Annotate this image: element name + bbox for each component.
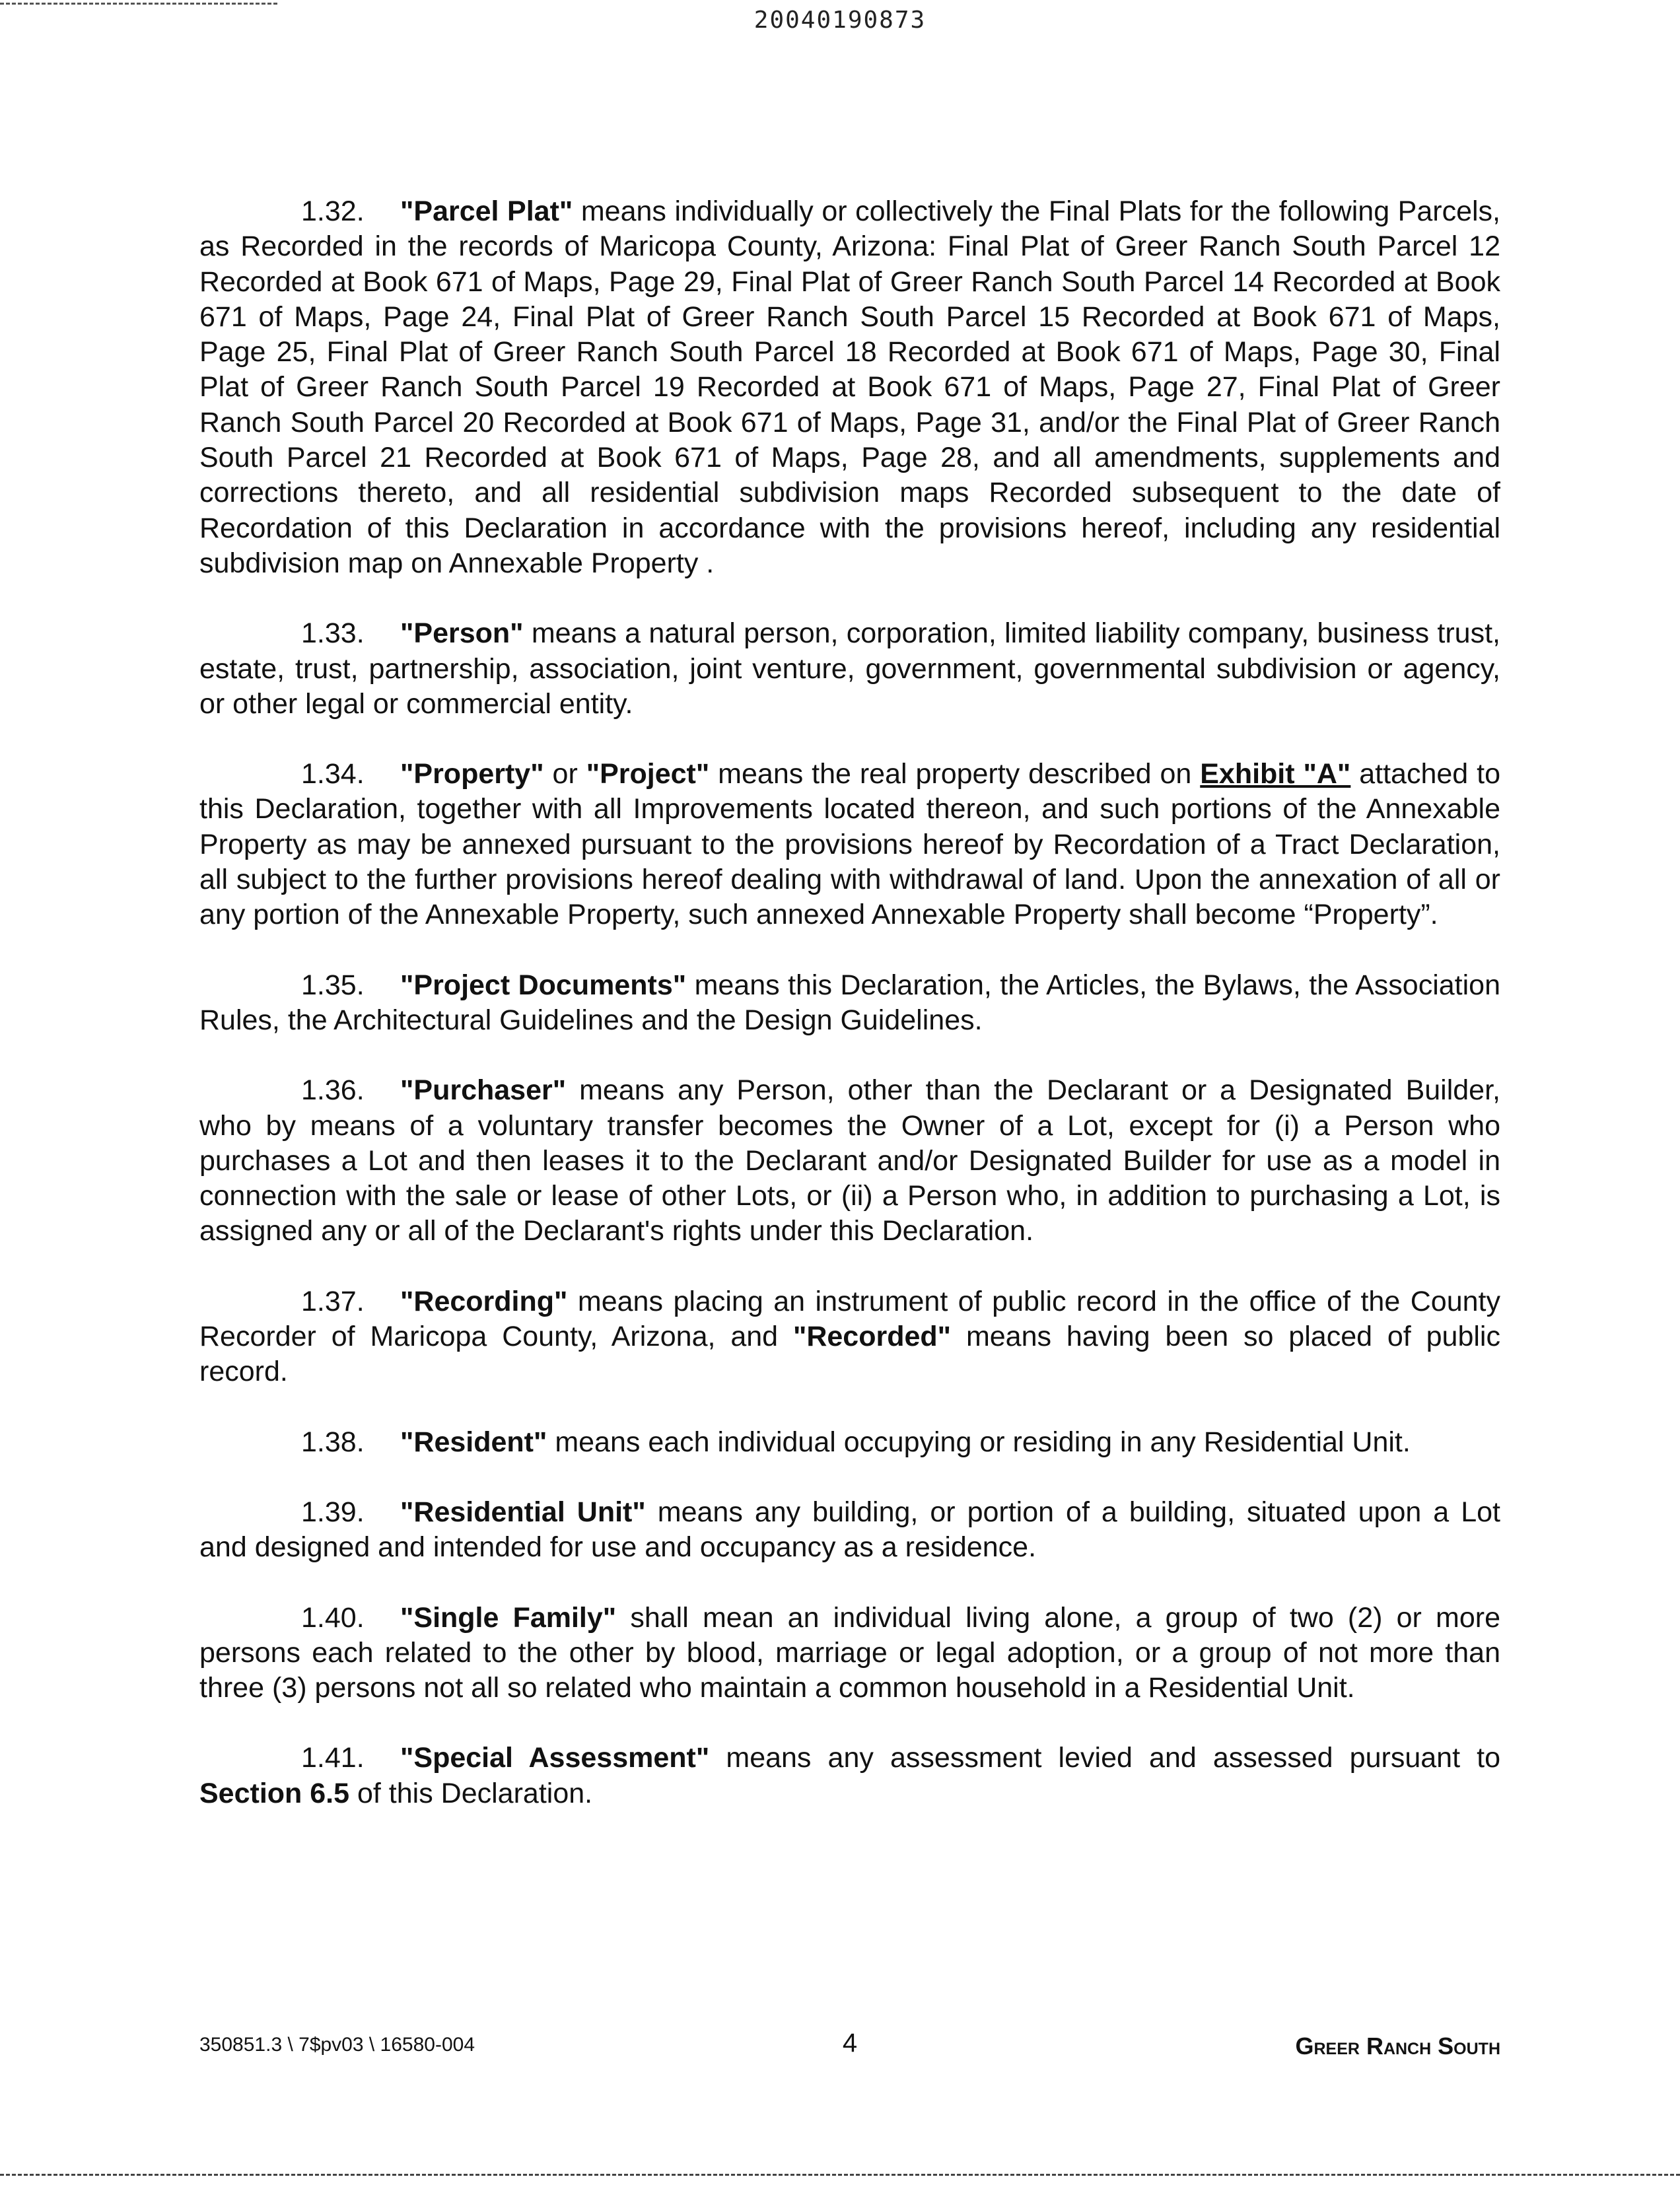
section-text-connector: means the real property described on [709, 758, 1201, 790]
section-text: of this Declaration. [349, 1777, 593, 1809]
defined-term: "Resident" [400, 1426, 547, 1458]
defined-term-secondary: "Recorded" [792, 1321, 952, 1353]
page-footer [199, 2029, 1500, 2062]
section-text-connector: means placing an instrument of public record in the office of the County Recorder of Maricopa County, Arizona, and [199, 1285, 1500, 1353]
section-number: 1.36. [301, 1074, 365, 1107]
section-1-38 [199, 1425, 1500, 1460]
section-text: means a natural person, corporation, limited liability company, business trust, estate, trust, partnership, association, joint venture, government, governmental subdivision or agency, or other legal or commercial entity. [199, 617, 1500, 720]
defined-term: "Parcel Plat" [400, 195, 573, 227]
section-1-39 [199, 1495, 1500, 1566]
recording-number: 20040190873 [753, 7, 927, 34]
section-1-34 [199, 757, 1500, 932]
defined-term: "Special Assessment" [400, 1742, 710, 1774]
section-1-32 [199, 194, 1500, 581]
section-number: 1.40. [301, 1601, 365, 1634]
section-number: 1.34. [301, 758, 365, 790]
section-1-35 [199, 968, 1500, 1039]
section-text: means having been so placed of public record. [199, 1321, 1500, 1388]
section-number: 1.32. [301, 195, 365, 227]
section-text: attached to this Declaration, together with all Improvements located thereon, and such portions of the Annexable Property as may be annexed pursuant to the provisions hereof by Recordation of a Tract Declaration, all subject to the further provisions hereof dealing with withdrawal of land. Upon the annexation of all or any portion of the Annexable Property, such annexed Annexable Property shall become “Property”. [199, 758, 1500, 931]
section-number: 1.35. [301, 969, 365, 1001]
section-1-33 [199, 616, 1500, 722]
defined-term: "Single Family" [400, 1601, 617, 1634]
defined-term: "Person" [400, 617, 524, 650]
document-reference: 350851.3 \ 7$pv03 \ 16580-004 [199, 2034, 475, 2056]
project-name: Greer Ranch South [1295, 2032, 1500, 2060]
section-1-40 [199, 1601, 1500, 1706]
defined-term: "Property" [400, 758, 544, 790]
section-number: 1.37. [301, 1285, 365, 1317]
exhibit-reference: Exhibit "A" [1200, 758, 1351, 790]
section-text: means any building, or portion of a building, situated upon a Lot and designed and intended for use and occupancy as a residence. [199, 1496, 1500, 1564]
section-text: shall mean an individual living alone, a group of two (2) or more persons each related to the other by blood, marriage or legal adoption, or a group of not more than three (3) persons not all so related who maintain a common household in a Residential Unit. [199, 1601, 1500, 1704]
section-text: means this Declaration, the Articles, the Bylaws, the Association Rules, the Architectural Guidelines and the Design Guidelines. [199, 969, 1500, 1036]
section-text-connector: or [543, 758, 586, 790]
section-text: means any Person, other than the Declarant or a Designated Builder, who by means of a voluntary transfer becomes the Owner of a Lot, except for (i) a Person who purchases a Lot and then leases it to the Declarant and/or Designated Builder for use as a model in connection with the sale or lease of other Lots, or (ii) a Person who, in addition to purchasing a Lot, is assigned any or all of the Declarant's rights under this Declaration. [199, 1074, 1500, 1247]
section-1-36 [199, 1073, 1500, 1249]
section-text: means individually or collectively the Final Plats for the following Parcels, as Recorded in the records of Maricopa County, Arizona: Final Plat of Greer Ranch South Parcel 12 Recorded at Book 671 of Maps, Page 29, Final Plat of Greer Ranch South Parcel 14 Recorded at Book 671 of Maps, Page 24, Final Plat of Greer Ranch South Parcel 15 Recorded at Book 671 of Maps, Page 25, Final Plat of Greer Ranch South Parcel 18 Recorded at Book 671 of Maps, Page 30, Final Plat of Greer Ranch South Parcel 19 Recorded at Book 671 of Maps, Page 27, Final Plat of Greer Ranch South Parcel 20 Recorded at Book 671 of Maps, Page 31, and/or the Final Plat of Greer Ranch South Parcel 21 Recorded at Book 671 of Maps, Page 28, and all amendments, supplements and corrections thereto, and all residential subdivision maps Recorded subsequent to the date of Recordation of this Declaration in accordance with the provisions hereof, including any residential subdivision map on Annexable Property . [199, 195, 1501, 579]
section-number: 1.41. [301, 1742, 365, 1774]
declaration-body [199, 194, 1500, 1846]
section-1-37 [199, 1284, 1500, 1390]
section-number: 1.39. [301, 1496, 365, 1528]
page-number: 4 [842, 2029, 858, 2058]
section-1-41 [199, 1741, 1500, 1811]
defined-term: "Recording" [400, 1285, 568, 1317]
defined-term: "Project Documents" [400, 969, 687, 1001]
scan-artifact-bottom [0, 2174, 1680, 2176]
defined-term: "Residential Unit" [400, 1496, 646, 1528]
section-number: 1.33. [301, 617, 365, 650]
defined-term: "Purchaser" [400, 1074, 567, 1107]
section-text-connector: means any assessment levied and assessed pursuant to [709, 1742, 1500, 1774]
defined-term-secondary: "Project" [586, 758, 710, 790]
section-reference: Section 6.5 [199, 1777, 350, 1809]
section-text: means each individual occupying or residing in any Residential Unit. [547, 1426, 1411, 1458]
section-number: 1.38. [301, 1426, 365, 1458]
